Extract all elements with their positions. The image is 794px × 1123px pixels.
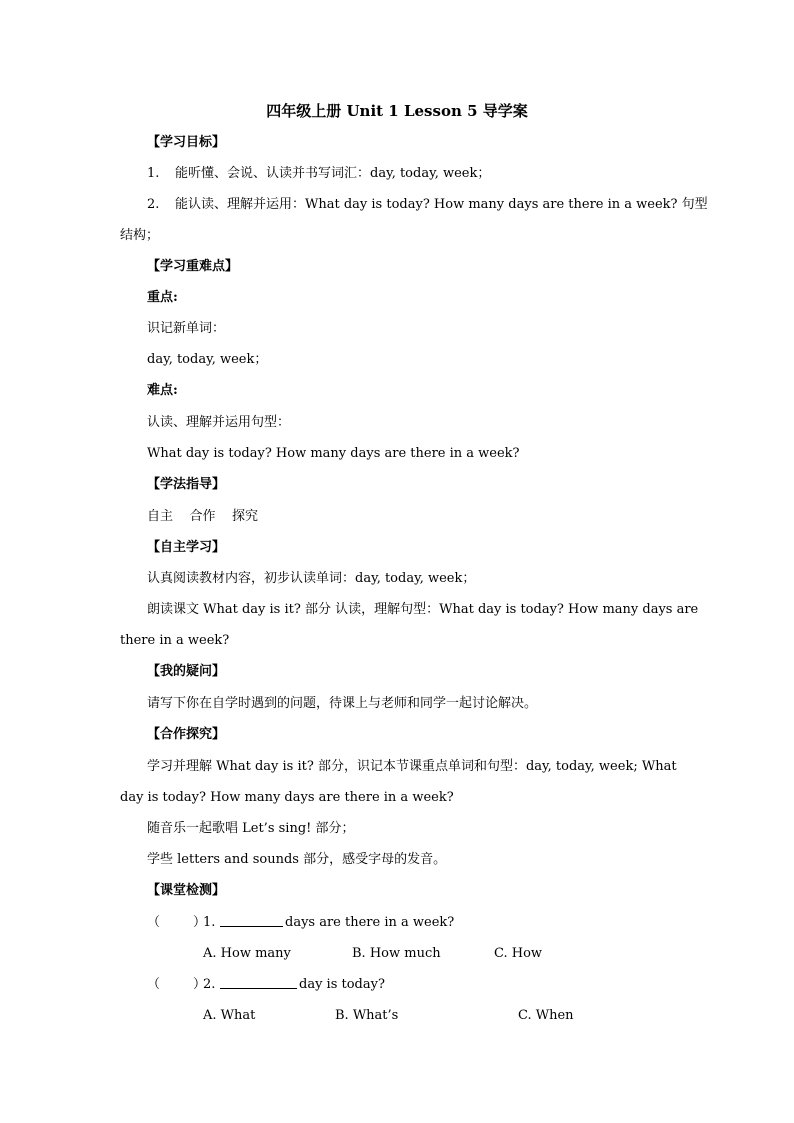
q1-text: days are there in a week? xyxy=(285,915,455,930)
q1-option-a[interactable]: A. How many xyxy=(203,946,291,961)
q2-text: day is today? xyxy=(299,977,385,992)
q1-number: 1. xyxy=(203,915,216,930)
key-point-line-2: day, today, week； xyxy=(147,352,268,367)
goal-2-number: 2. xyxy=(147,197,160,212)
section-cooperation-heading: 【合作探究】 xyxy=(147,727,226,742)
goal-1-text: 能听懂、会说、认读并书写词汇：day, today, week； xyxy=(175,166,491,181)
question-text: 请写下你在自学时遇到的问题，待课上与老师和同学一起讨论解决。 xyxy=(147,696,538,711)
goal-2-text: 能认读、理解并运用：What day is today? How many days are there in a week? 句型 xyxy=(175,197,708,212)
difficulty-label: 难点: xyxy=(147,383,178,398)
difficulty-line-2: What day is today? How many days are there in a week? xyxy=(147,446,520,461)
goal-1-number: 1. xyxy=(147,166,160,181)
key-point-line-1: 识记新单词： xyxy=(147,321,226,336)
q1-option-c[interactable]: C. How xyxy=(494,946,543,961)
cooperation-line-2: 随音乐一起歌唱 Let’s sing! 部分； xyxy=(147,821,355,836)
q2-blank[interactable] xyxy=(220,975,297,996)
section-focus-heading: 【学习重难点】 xyxy=(147,259,239,274)
q2-option-c[interactable]: C. When xyxy=(518,1008,574,1023)
method-text: 自主 合作 探究 xyxy=(147,509,259,524)
difficulty-line-1: 认读、理解并运用句型： xyxy=(147,415,291,430)
q2-option-a[interactable]: A. What xyxy=(203,1008,256,1023)
q1-answer-parentheses[interactable]: （ ） xyxy=(147,915,207,930)
cooperation-line-1-continuation: day is today? How many days are there in a week? xyxy=(120,790,454,805)
cooperation-line-1: 学习并理解 What day is it? 部分，识记本节课重点单词和句型：day, today, week; What xyxy=(147,759,677,774)
page-title: 四年级上册 Unit 1 Lesson 5 导学案 xyxy=(266,102,528,120)
q2-option-b[interactable]: B. What’s xyxy=(335,1008,399,1023)
q1-option-b[interactable]: B. How much xyxy=(352,946,441,961)
section-method-heading: 【学法指导】 xyxy=(147,477,226,492)
q1-blank[interactable] xyxy=(220,913,283,934)
cooperation-line-3: 学些 letters and sounds 部分，感受字母的发音。 xyxy=(147,852,447,867)
section-test-heading: 【课堂检测】 xyxy=(147,883,226,898)
q2-number: 2. xyxy=(203,977,216,992)
key-point-label: 重点: xyxy=(147,290,178,305)
section-question-heading: 【我的疑问】 xyxy=(147,664,226,679)
goal-2-continuation: 结构； xyxy=(120,228,160,243)
section-goals-heading: 【学习目标】 xyxy=(147,135,226,150)
q2-answer-parentheses[interactable]: （ ） xyxy=(147,977,207,992)
section-self-study-heading: 【自主学习】 xyxy=(147,540,226,555)
self-study-line-2: 朗读课文 What day is it? 部分 认读，理解句型：What day is today? How many days are xyxy=(147,602,699,617)
self-study-line-2-continuation: there in a week? xyxy=(120,633,230,648)
self-study-line-1: 认真阅读教材内容，初步认读单词：day, today, week； xyxy=(147,571,476,586)
